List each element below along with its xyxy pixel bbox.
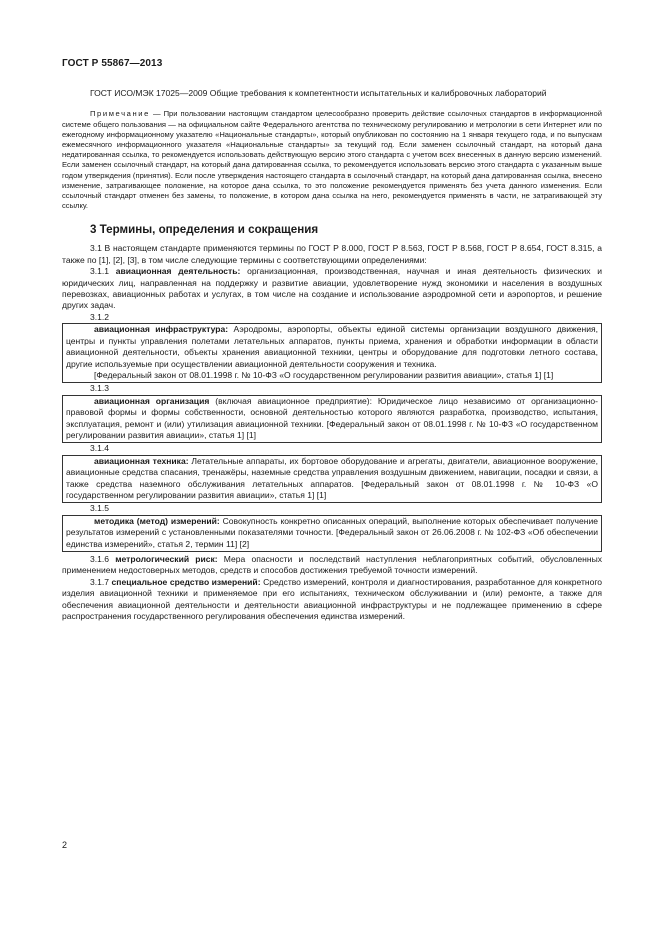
term-name: авиационная техника: (94, 455, 189, 466)
term-definition: Аэродромы, аэропорты, объекты единой системы организации воздушного движения, центры и пункты управления полетами летательных аппаратов, пункты приема, хранения и обработки информации в области авиационной деятельности, объекты хранения авиационной техники, центры и оборудование для подготовки летного состава, другие используемые при осуществлении авиационной деятельности сооружения и техника. (66, 324, 599, 369)
term-3-1-2 (63, 324, 598, 370)
term-box-3-1-5 (62, 515, 602, 552)
term-number: 3.1.1 (90, 266, 110, 277)
document-page (62, 58, 602, 622)
term-source: [Федеральный закон от 08.01.1998 г. № 10-ФЗ «О государственном регулировании развития авиации», статья 1] [1] (94, 369, 554, 380)
term-name: авиационная организация (94, 395, 210, 406)
term-box-3-1-3 (62, 395, 602, 444)
normative-reference-iso17025: ГОСТ ИСО/МЭК 17025—2009 Общие требования к компетентности испытательных и калибровочных лабораторий (90, 88, 547, 98)
term-number: 3.1.6 (90, 554, 110, 564)
term-definition: Совокупность конкретно описанных операций, выполнение которых обеспечивает получение результатов измерений с установленными показателями точности. [Федеральный закон от 26.06.2008 г. № 102-ФЗ «Об обеспечении единства измерений», статья 2, термин 11] [2] (66, 515, 598, 549)
term-definition: Средство измерений, контроля и диагностирования, разработанное для конкретного изделия авиационной техники и применяемое при его испытаниях, техническом обслуживании и (или) ремонте, а также для обеспечения авиационной деятельности и деятельности авиационной инфраструктуры и не подлежащее применению в сфере распространения государственного регулирования обеспечения единства измерений. (62, 576, 603, 622)
term-box-3-1-2 (62, 323, 602, 383)
document-header: ГОСТ Р 55867—2013 (62, 58, 163, 69)
term-definition: Мера опасности и последствий наступления неблагоприятных событий, обусловленных применением недостоверных методов, средств и способов достижения требуемой точности измерений. (62, 554, 602, 576)
term-definition: Летательные аппараты, их бортовое оборудование и агрегаты, двигатели, авиационное вооружение, авиационные средства спасания, тренажёры, наземные средства управления воздушным движением, навигации, посадки и связи, а также средства наземного обслуживания летательных аппаратов. [Федеральный закон от 08.01.1998 г. № 10-ФЗ «О государственном регулировании развития авиации», статья 1] [1] (66, 455, 598, 500)
term-3-1-5 (63, 516, 598, 550)
term-name: авиационная инфраструктура: (94, 324, 229, 335)
term-3-1-6 (62, 554, 602, 577)
term-definition: (включая авиационное предприятие): Юридическое лицо независимо от организационно-правовой формы и формы собственности, основной деятельностью которого являются разработка, производство, испытания, эксплуатация, ремонт и (или) утилизация авиационной техники. [Федеральный закон от 08.01.1998 г. № 10-ФЗ «О государственном регулировании развития авиации», статья 1] [1] (66, 395, 598, 440)
section-3-intro: 3.1 В настоящем стандарте применяются термины по ГОСТ Р 8.000, ГОСТ Р 8.563, ГОСТ Р 8.568, ГОСТ Р 8.654, ГОСТ 8.315, а также по [1], [2], [3], в том числе следующие термины с соответствующими определениями: (62, 243, 602, 265)
term-3-1-3 (63, 396, 598, 442)
reference-note (62, 109, 602, 211)
term-number: 3.1.7 (90, 576, 110, 587)
term-3-1-4 (63, 456, 598, 502)
term-number-3-1-5: 3.1.5 (90, 503, 110, 514)
term-name: методика (метод) измерений: (94, 515, 220, 526)
term-number-3-1-2: 3.1.2 (90, 311, 110, 322)
term-name: авиационная деятельность: (115, 266, 241, 277)
term-number-3-1-4: 3.1.4 (90, 443, 110, 454)
term-number-3-1-3: 3.1.3 (90, 383, 110, 394)
note-text: — При пользовании настоящим стандартом целесообразно проверить действие ссылочных стандартов в информационной системе общего пользования — на официальном сайте Федерального агентства по техническому регулированию и метрологии в сети Интернет или по ежегодному информационному указателю «Национальные стандарты», который опубликован по состоянию на 1 января текущего года, и по выпускам ежемесячного информационного указателя «Национальные стандарты» за текущий год. Если заменен ссылочный стандарт, на который дана недатированная ссылка, то рекомендуется использовать действующую версию этого стандарта с учетом всех внесенных в данную версию изменений. Если заменен ссылочный стандарт, на который дана датированная ссылка, то рекомендуется использовать версию этого стандарта с указанным выше годом утверждения (принятия). Если после утверждения настоящего стандарта в ссылочный стандарт, на который дана датированная ссылка, внесено изменение, затрагивающее положение, на которое дана ссылка, то это положение рекомендуется применять без учета данного изменения. Если ссылочный стандарт отменен без замены, то положение, в котором дана ссылка на него, рекомендуется применять в части, не затрагивающей эту ссылку. (62, 109, 602, 211)
term-3-1-7 (62, 577, 602, 623)
page-number: 2 (62, 840, 68, 850)
term-name: специальное средство измерений: (111, 576, 261, 587)
term-definition: организационная, производственная, научная и иная деятельность физических и юридических лиц, направленная на поддержку и развитие авиации, удовлетворение нужд экономики и населения в воздушных перевозках, авиационных работах и услугах, в том числе на создание и использование аэродромной сети и аэропортов, и решение других задач. (62, 266, 602, 311)
section-3-heading: 3 Термины, определения и сокращения (90, 223, 319, 237)
term-box-3-1-4 (62, 455, 602, 504)
note-label: Примечание (90, 109, 150, 119)
term-name: метрологический риск: (115, 554, 218, 564)
term-3-1-1 (62, 266, 602, 312)
